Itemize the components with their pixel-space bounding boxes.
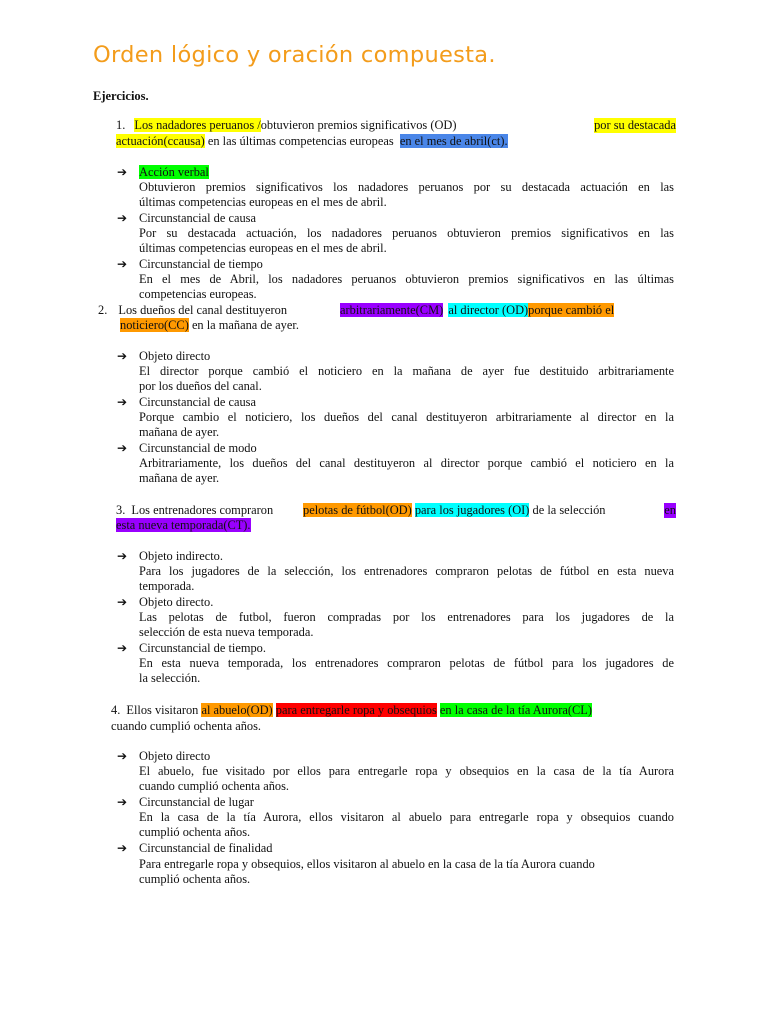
highlight-cause: por su destacada: [594, 118, 676, 132]
item-text: mañana de ayer.: [139, 471, 220, 485]
item-text: cuando cumplió ochenta años.: [139, 779, 290, 793]
item-label: Circunstancial de causa: [139, 211, 256, 225]
list-item: [117, 257, 263, 272]
list-item: [117, 349, 211, 364]
item-label: Circunstancial de tiempo: [139, 257, 263, 271]
arrow-icon: ➔: [117, 595, 128, 609]
item-text: Porque cambio el noticiero, los dueños del canal destituyeron arbitrariamente al director en la: [139, 410, 674, 424]
item-text: selección de esta nueva temporada.: [139, 625, 314, 639]
plain-text: Los entrenadores compraron: [131, 503, 274, 517]
item-text: El abuelo, fue visitado por ellos para entregarle ropa y obsequios en la casa de la tía Aurora: [139, 764, 674, 778]
highlight-direct-object: al abuelo(OD): [201, 703, 273, 717]
exercise-1-line-1: [116, 118, 676, 133]
exercise-number: 1.: [116, 118, 126, 132]
item-label: Objeto directo.: [139, 595, 214, 609]
arrow-icon: ➔: [117, 749, 128, 763]
exercise-4-line-2: cuando cumplió ochenta años.: [111, 719, 262, 733]
item-text: Obtuvieron premios significativos los nadadores peruanos por su destacada actuación en las: [139, 180, 674, 194]
plain-text: Los dueños del canal destituyeron: [118, 303, 288, 317]
page-title: Orden lógico y oración compuesta.: [93, 42, 496, 68]
arrow-icon: ➔: [117, 211, 128, 225]
list-item: [117, 841, 273, 856]
item-text: cumplió ochenta años.: [139, 825, 251, 839]
section-heading: Ejercicios.: [93, 89, 149, 103]
exercise-number: 4.: [111, 703, 121, 717]
plain-text: en las últimas competencias europeas: [207, 134, 394, 148]
highlight-cause: actuación(ccausa): [116, 134, 205, 148]
item-text: En el mes de Abril, los nadadores peruanos obtuvieron premios significativos en las últimas: [139, 272, 674, 286]
arrow-icon: ➔: [117, 641, 128, 655]
plain-text: de la selección: [532, 503, 606, 517]
item-text: mañana de ayer.: [139, 425, 220, 439]
list-item: [117, 395, 256, 410]
item-text: En esta nueva temporada, los entrenadores compraron pelotas de fútbol para los jugadores de: [139, 656, 674, 670]
item-text: Arbitrariamente, los dueños del canal destituyeron al director porque cambió el noticiero en la: [139, 456, 674, 470]
item-text: Para entregarle ropa y obsequios, ellos visitaron al abuelo en la casa de la tía Aurora cuando: [139, 857, 595, 871]
item-text: últimas competencias europeas en el mes de abril.: [139, 195, 387, 209]
item-label: Circunstancial de tiempo.: [139, 641, 266, 655]
list-item: [117, 211, 256, 226]
highlight-time: esta nueva temporada(CT).: [116, 518, 251, 532]
highlight-indirect-object: para los jugadores (OI): [414, 503, 530, 517]
exercise-3-line-2: [116, 518, 251, 533]
arrow-icon: ➔: [117, 841, 128, 855]
plain-text: Ellos visitaron: [126, 703, 199, 717]
item-label: Objeto directo: [139, 749, 211, 763]
highlight-manner: arbitrariamente(CM): [340, 303, 444, 317]
item-text: la selección.: [139, 671, 201, 685]
arrow-icon: ➔: [117, 795, 128, 809]
item-label: Circunstancial de finalidad: [139, 841, 273, 855]
item-label: Objeto indirecto.: [139, 549, 223, 563]
arrow-icon: ➔: [117, 441, 128, 455]
exercise-3-line-1: [116, 503, 676, 518]
item-label: Objeto directo: [139, 349, 211, 363]
arrow-icon: ➔: [117, 349, 128, 363]
list-item: [117, 795, 254, 810]
item-text: Para los jugadores de la selección, los entrenadores compraron pelotas de fútbol en esta nueva: [139, 564, 674, 578]
arrow-icon: ➔: [117, 395, 128, 409]
highlight-time: en: [664, 503, 676, 517]
exercise-1-line-2: [116, 134, 508, 149]
item-text: En la casa de la tía Aurora, ellos visitaron al abuelo para entregarle ropa y obsequios cuando: [139, 810, 674, 824]
item-label: Circunstancial de causa: [139, 395, 256, 409]
plain-text: obtuvieron premios significativos (OD): [260, 118, 457, 132]
highlight-subject: Los nadadores peruanos /: [134, 118, 261, 132]
item-text: cumplió ochenta años.: [139, 872, 251, 886]
exercise-number: 2.: [98, 303, 108, 317]
list-item: [117, 549, 223, 564]
exercise-2-line-1: [98, 303, 676, 318]
arrow-icon: ➔: [117, 165, 128, 179]
highlight-cause: porque cambió el: [528, 303, 615, 317]
item-text: El director porque cambió el noticiero en la mañana de ayer fue destituido arbitrariamente: [139, 364, 674, 378]
arrow-icon: ➔: [117, 257, 128, 271]
list-item: [117, 641, 266, 656]
item-text: temporada.: [139, 579, 195, 593]
highlight-place: en la casa de la tía Aurora(CL): [439, 703, 592, 717]
exercise-number: 3.: [116, 503, 126, 517]
item-label: Circunstancial de modo: [139, 441, 257, 455]
plain-text: en la mañana de ayer.: [191, 318, 299, 332]
highlight-cause: noticiero(CC): [120, 318, 189, 332]
item-text: competencias europeas.: [139, 287, 257, 301]
highlight-direct-object: pelotas de fútbol(OD): [303, 503, 412, 517]
arrow-icon: ➔: [117, 549, 128, 563]
item-text: últimas competencias europeas en el mes de abril.: [139, 241, 387, 255]
item-label: Acción verbal: [139, 165, 209, 179]
exercise-4-line-1: [111, 703, 592, 718]
item-text: Por su destacada actuación, los nadadores peruanos obtuvieron premios significativos en las: [139, 226, 674, 240]
exercise-2-line-2: [120, 318, 299, 333]
list-item: [117, 595, 214, 610]
list-item: [117, 165, 209, 180]
list-item: [117, 441, 257, 456]
item-label: Circunstancial de lugar: [139, 795, 254, 809]
highlight-purpose: para entregarle ropa y obsequios: [275, 703, 437, 717]
item-text: Las pelotas de futbol, fueron compradas por los entrenadores para los jugadores de la: [139, 610, 674, 624]
highlight-direct-object: al director (OD): [448, 303, 529, 317]
list-item: [117, 749, 211, 764]
item-text: por los dueños del canal.: [139, 379, 262, 393]
highlight-time: en el mes de abril(ct).: [399, 134, 508, 148]
